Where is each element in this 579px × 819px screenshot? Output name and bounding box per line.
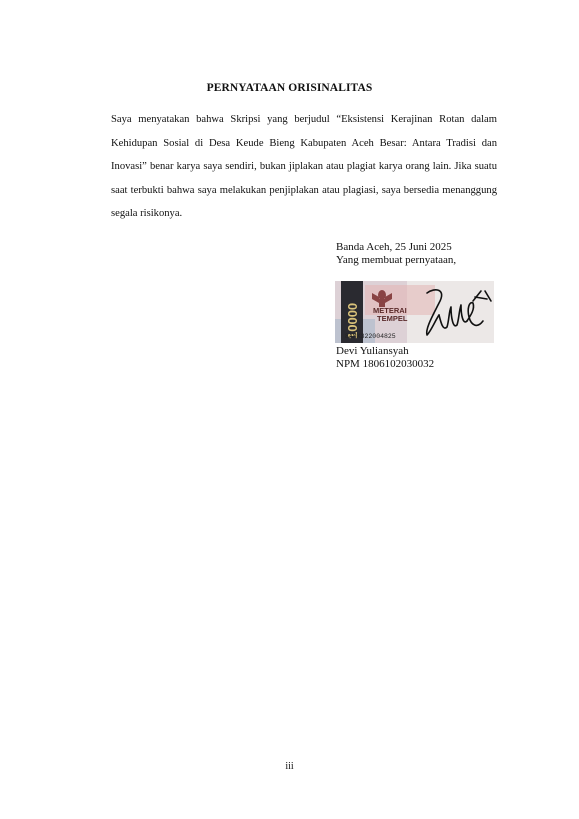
page-title: PERNYATAAN ORISINALITAS bbox=[206, 82, 373, 94]
stamp-value: 10000 bbox=[345, 302, 360, 339]
signer-npm: NPM 1806102030032 bbox=[336, 358, 435, 370]
page-number: iii bbox=[285, 761, 294, 772]
signature-stamp-image bbox=[335, 281, 494, 343]
stamp-label-2: TEMPEL bbox=[377, 314, 408, 323]
signer-name: Devi Yuliansyah bbox=[336, 345, 409, 357]
signature-place-date: Banda Aceh, 25 Juni 2025 bbox=[336, 241, 452, 253]
statement-paragraph: Saya menyatakan bahwa Skripsi yang berjudul “Eksistensi Kerajinan Rotan dalam Kehidupan Sosial di Desa Keude Bieng Kabupaten Aceh Besar: Antara Tradisi dan Inovasi” benar karya saya sendiri, bukan jiplakan atau plagiat karya orang lain. Jika suatu saat terbukti bahwa saya melakukan penjiplakan atau plagiasi, saya bersedia menanggung segala risikonya. bbox=[111, 114, 497, 219]
stamp-serial: 8AMX322004825 bbox=[345, 333, 396, 340]
stamp-label-1: METERAI bbox=[373, 306, 407, 315]
signature-role: Yang membuat pernyataan, bbox=[336, 254, 457, 266]
